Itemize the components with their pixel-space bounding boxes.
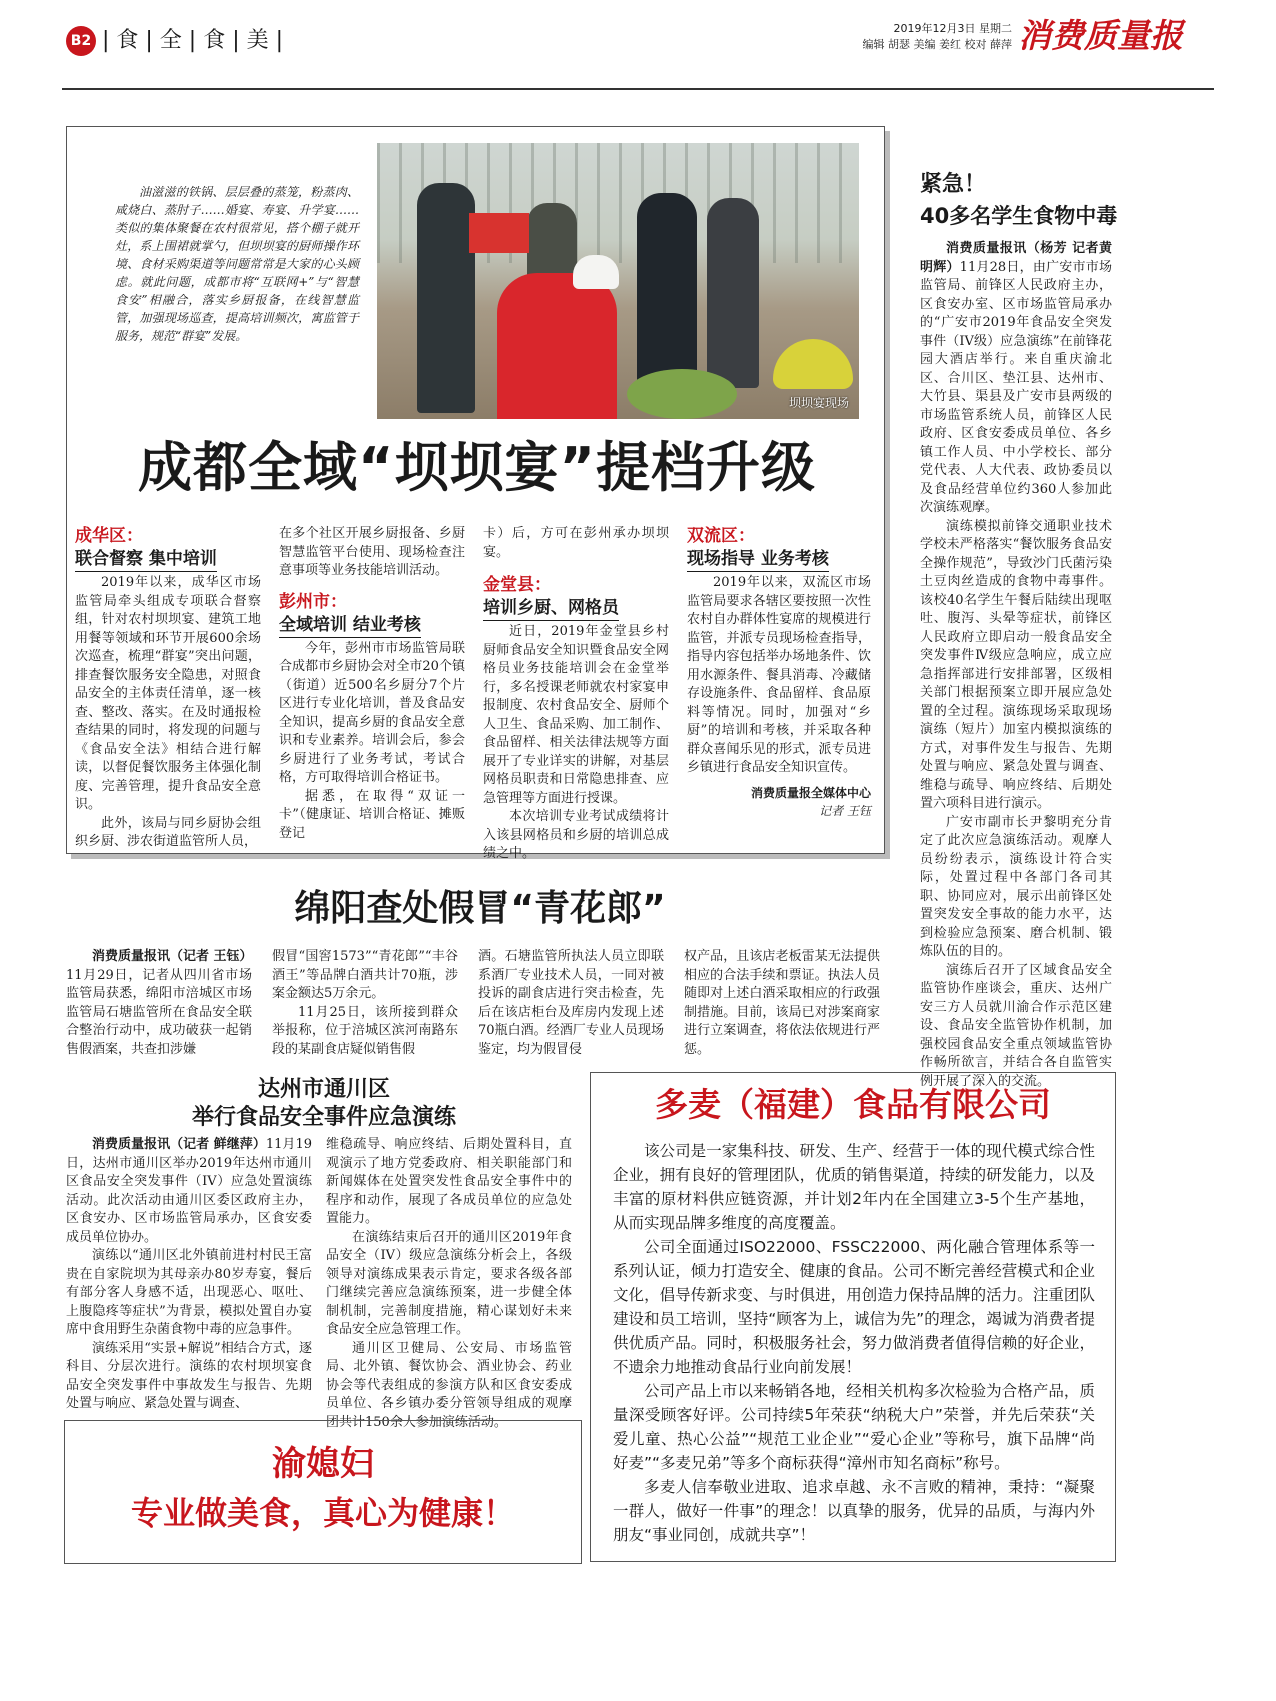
paragraph: 演练后召开了区域食品安全监管协作座谈会，重庆、达州广安三方人员就川渝合作示范区建设、食品安全监管协作机制，加强校园食品安全重点领域监管协作畅所欲言，并结合各自监管实例开展了深入的交流。 <box>920 962 1112 1089</box>
byline-reporter: 记者 王钰 <box>819 804 871 818</box>
paragraph: 多麦人信奉敬业进取、追求卓越、永不言败的精神，秉持：“凝聚一群人，做好一件事”的理念！以真挚的服务，优异的品质，与海内外朋友“事业同创，成就共享”！ <box>613 1478 1095 1544</box>
paragraph: 演练采用“实景+解说”相结合方式，逐科目、分层次进行。演练的农村坝坝宴食品安全突发事件中事故发生与报告、先期处置与响应、紧急处置与调查、 <box>66 1340 312 1411</box>
feature-photo <box>377 143 859 419</box>
section-name: | 食 | 全 | 食 | 美 | <box>102 28 284 53</box>
paragraph: 据悉，在取得“双证一卡”（健康证、培训合格证、摊贩登记 <box>279 788 465 841</box>
district-label: 金堂县： <box>483 575 551 595</box>
feature-col-chenghua <box>75 525 261 852</box>
paragraph: 在演练结束后召开的通川区2019年食品安全（IV）级应急演练分析会上，各级领导对演练成果表示肯定，要求各级各部门继续完善应急演练预案，进一步健全体制机制，完善制度措施，精心谋划好未来食品安全应急管理工作。 <box>326 1229 572 1337</box>
paragraph: 演练模拟前锋交通职业技术学校未严格落实“餐饮服务食品安全操作规范”，导致沙门氏菌污染土豆肉丝造成的食物中毒事件。该校40名学生午餐后陆续出现呕吐、腹泻、头晕等症状，前锋区人民政府立即启动一般食品安全突发事件Ⅳ级应急响应，成立应急指挥部进行安排部署，区级相关部门根据预案立即开展应急处置的全过程。演练现场采取现场演练（短片）加室内模拟演练的方式，对事件发生与报告、先期处置与响应、紧急处置与调查、维稳与疏导、响应终结、后期处置六项科目进行演示。 <box>920 518 1112 811</box>
paragraph: 广安市副市长尹黎明充分肯定了此次应急演练活动。观摩人员纷纷表示，演练设计符合实际，处置过程中各部门各司其职、协同应对，展示出前锋区处置突发安全事故的能力水平，达到检验应急预案、磨合机制、锻炼队伍的目的。 <box>920 814 1112 959</box>
article-headline: 40多名学生食物中毒 <box>920 204 1118 228</box>
sub-heading: 培训乡厨、网格员 <box>483 596 619 621</box>
paragraph: 本次培训专业考试成绩将计入该县网格员和乡厨的培训总成绩之中。 <box>483 809 669 861</box>
feature-col-pengzhou <box>279 525 465 843</box>
sub-heading: 联合督察 集中培训 <box>75 547 217 572</box>
mianyang-col1 <box>66 948 252 1059</box>
feature-col-shuangliu <box>687 525 871 821</box>
photo-person <box>707 198 759 388</box>
headline-line: 举行食品安全事件应急演练 <box>191 1105 456 1130</box>
paragraph: 11月25日，该所接到群众举报称，位于涪城区滨河南路东段的某副食店疑似销售假 <box>272 1004 458 1057</box>
right-column-article <box>920 170 1118 1091</box>
feature-col-jintang <box>483 525 669 864</box>
masthead: 消费质量报 <box>1018 16 1183 55</box>
article-byline: 消费质量报讯（记者 王钰） <box>92 949 253 964</box>
paragraph: 今年，彭州市市场监管局联合成都市乡厨协会对全市20个镇（街道）近500名乡厨分7个片区进行专业化培训，普及食品安全知识，提高乡厨的食品安全意识和专业素养。培训会后，参会乡厨进行了业务考试，考试合格，方可取得培训合格证书。 <box>279 640 465 785</box>
mianyang-col4 <box>684 948 880 1059</box>
paragraph: 通川区卫健局、公安局、市场监管局、北外镇、餐饮协会、酒业协会、药业协会等代表组成的参演方队和区食安委成员单位、各乡镇办委分管领导组成的观摩团共计150余人参加演练活动。 <box>326 1340 572 1430</box>
sub-heading: 全域培训 结业考核 <box>279 613 421 638</box>
district-label: 彭州市： <box>279 591 347 612</box>
paragraph: 在多个社区开展乡厨报备、乡厨智慧监管平台使用、现场检查注意事项等业务技能培训活动。 <box>279 526 465 578</box>
mianyang-headline: 绵阳查处假冒“青花郎” <box>294 888 666 929</box>
issue-date: 2019年12月3日 星期二 <box>893 22 1012 35</box>
paragraph: 2019年以来，成华区市场监管局牵头组成专项联合督察组，针对农村坝坝宴、建筑工地用餐等领域和环节开展600余场次巡查，梳理“群宴”突出问题，排查餐饮服务安全隐患，对照食品安全的主体责任清单，逐一核查、整改、落实。在及时通报检查结果的同时，将发现的问题与《食品安全法》相结合进行解读，以督促餐饮服务主体强化制度、完善管理，提升食品安全意识。 <box>75 575 261 812</box>
paragraph: 假冒“国窖1573”“青花郎”“丰谷酒王”等品牌白酒共计70瓶，涉案金额达5万余元。 <box>272 949 458 1001</box>
paragraph: 该公司是一家集科技、研发、生产、经营于一体的现代模式综合性企业，拥有良好的管理团队，优质的销售渠道，持续的研发能力，以及丰富的原材料供应链资源，并计划2年内在全国建立3-5个生产基地，从而实现品牌多维度的高度覆盖。 <box>613 1142 1095 1232</box>
photo-chef-hat <box>573 255 619 289</box>
district-label: 成华区： <box>75 526 143 546</box>
ad-body <box>613 1139 1095 1547</box>
article-byline: 消费质量报讯（杨芳 记者黄明辉） <box>920 241 1112 275</box>
byline-media-center: 消费质量报全媒体中心 <box>750 785 871 800</box>
ad-duomai <box>590 1072 1116 1562</box>
ad-slogan: 专业做美食，真心为健康！ <box>130 1494 515 1532</box>
page-header <box>62 16 1214 56</box>
sub-heading: 现场指导 业务考核 <box>687 547 829 572</box>
feature-headline: 成都全域“坝坝宴”提档升级 <box>138 436 816 499</box>
paragraph: 公司产品上市以来畅销各地，经相关机构多次检验为合格产品，质量深受顾客好评。公司持续5年荣获“纳税大户”荣誉，并先后荣获“关爱儿童、热心公益”“规范工业企业”“爱心企业”等称号，旗下品牌“尚好麦”“多麦兄弟”等多个商标获得“漳州市知名商标”称号。 <box>613 1382 1095 1472</box>
editor-credits: 编辑 胡瑟 美编 姜红 校对 薛萍 <box>862 38 1012 51</box>
paragraph: 11月28日，由广安市市场监管局、前锋区人民政府主办，区食安办室、区市场监管局承办的“广安市2019年食品安全突发事件（IV级）应急演练”在前锋花园大酒店举行。来自重庆渝北区、合川区、垫江县、达州市、大竹县、渠县及广安市县两级的市场监管系统人员，前锋区人民政府、区食安委成员单位、各乡镇工作人员、中小学校长、部分党代表、人大代表、政协委员以及食品经营单位约360人参加此次演练观摩。 <box>920 259 1112 515</box>
photo-vegetable-pot <box>773 339 853 389</box>
dazhou-col1 <box>66 1136 312 1414</box>
paragraph: 11月29日，记者从四川省市场监管局获悉，绵阳市涪城区市场监管局石塘监管所在食品安全联合整治行动中，成功破获一起销售假酒案，共查扣涉嫌 <box>66 967 252 1057</box>
ad-yuxifu <box>64 1420 582 1564</box>
paragraph: 11月19日，达州市通川区举办2019年达州市通川区食品安全突发事件（IV）应急处置演练活动。此次活动由通川区委区政府主办，区食安办、区市场监管局承办，区食安委成员单位协办。 <box>66 1137 312 1245</box>
article-byline: 消费质量报讯（记者 鲜继萍） <box>92 1137 266 1152</box>
photo-person <box>417 183 475 413</box>
paragraph: 此外，该局与同乡厨协会组织乡厨、涉农街道监管所人员， <box>75 815 261 849</box>
feature-lead: 油滋滋的铁锅、层层叠的蒸笼，粉蒸肉、咸烧白、蒸肘子……婚宴、寿宴、升学宴……类似的集体聚餐在农村很常见，搭个棚子就开灶，系上围裙就掌勺，但坝坝宴的厨师操作环境、食材采购渠道等问题常常是大家的心头顾虑。就此问题，成都市将“互联网+”与“智慧食安”相融合，落实乡厨报备，在线智慧监管，加强现场巡查，提高培训频次，寓监管于服务，规范“群宴”发展。 <box>115 185 359 343</box>
page-code-badge <box>66 26 96 56</box>
photo-green-bowl <box>627 369 737 419</box>
ad-company-name: 多麦（福建）食品有限公司 <box>655 1085 1051 1124</box>
photo-cook <box>497 273 617 419</box>
district-label: 双流区： <box>687 526 755 546</box>
header-rule <box>62 88 1214 90</box>
photo-caption: 坝坝宴现场 <box>788 396 849 410</box>
paragraph: 酒。石塘监管所执法人员立即联系酒厂专业技术人员，一同对被投诉的副食店进行突击检查，先后在该店柜台及库房内发现上述70瓶白酒。经酒厂专业人员现场鉴定，均为假冒侵 <box>478 949 664 1057</box>
dazhou-col2 <box>326 1136 572 1432</box>
paragraph: 公司全面通过ISO22000、FSSC22000、两化融合管理体系等一系列认证，倾力打造安全、健康的食品。公司不断完善经营模式和企业文化，倡导传新求变、与时俱进，用创造力保持品牌的活力。注重团队建设和员工培训，坚持“顾客为上，诚信为先”的理念，竭诚为消费者提供优质产品。同时，积极服务社会，努力做消费者值得信赖的好企业，不遗余力地推动食品行业向前发展！ <box>613 1238 1095 1376</box>
ad-brand: 渝媳妇 <box>272 1444 374 1484</box>
photo-person <box>637 193 697 393</box>
article-kicker: 紧急！ <box>920 172 987 197</box>
paragraph: 近日，2019年金堂县乡村厨师食品安全知识暨食品安全网格员业务技能培训会在金堂举行，多名授课老师就农村家宴申报制度、农村食品安全、厨师个人卫生、食品采购、加工制作、食品留样、相关法律法规等方面展开了专业详实的讲解，对基层网格员职责和日常隐患排查、应急管理等方面进行授课。 <box>483 624 669 806</box>
headline-line: 达州市通川区 <box>257 1077 390 1102</box>
paragraph: 维稳疏导、响应终结、后期处置科目，直观演示了地方党委政府、相关职能部门和新闻媒体在处置突发性食品安全事件中的程序和动作，展现了各成员单位的应急处置能力。 <box>326 1137 572 1226</box>
photo-red-crates <box>469 213 529 253</box>
mianyang-col3 <box>478 948 664 1059</box>
paragraph: 权产品，且该店老板雷某无法提供相应的合法手续和票证。执法人员随即对上述白酒采取相应的行政强制措施。目前，该局已对涉案商家进行立案调查，将依法依规进行严惩。 <box>684 949 880 1057</box>
paragraph: 演练以“通川区北外镇前进村村民王富贵在自家院坝为其母亲办80岁寿宴，餐后有部分客人身感不适，出现恶心、呕吐、上腹隐疼等症状”为背景，模拟处置自办宴席中食用野生杂菌食物中毒的应急事件。 <box>66 1248 312 1337</box>
page-code: B2 <box>70 33 92 49</box>
paragraph: 卡）后，方可在彭州承办坝坝宴。 <box>483 526 669 560</box>
paragraph: 2019年以来，双流区市场监管局要求各辖区要按照一次性农村自办群体性宴席的规模进行监管，并派专员现场检查指导，指导内容包括举办场地条件、饮用水源条件、餐具消毒、冷藏储存设施条件、食品留样、食品原料等情况。同时，加强对“乡厨”的培训和考核，并采取各种群众喜闻乐见的形式，派专员进乡镇进行食品安全知识宣传。 <box>687 575 871 775</box>
dazhou-headline <box>66 1076 582 1132</box>
mianyang-col2 <box>272 948 458 1059</box>
feature-box <box>66 126 885 861</box>
